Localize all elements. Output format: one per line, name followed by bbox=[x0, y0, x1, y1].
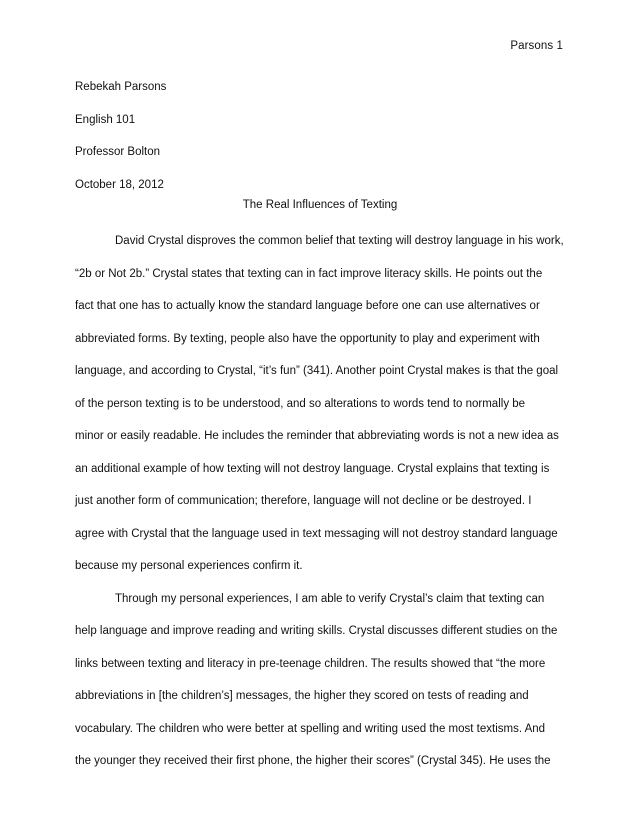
paragraph-2-line: vocabulary. The children who were better at spelling and writing used the most textisms. And bbox=[75, 722, 546, 735]
paragraph-1-line: language, and according to Crystal, “it’s fun” (341). Another point Crystal makes is that the goal bbox=[75, 365, 559, 377]
paragraph-1-line: because my personal experiences confirm it. bbox=[75, 560, 303, 572]
author-name: Rebekah Parsons bbox=[75, 81, 167, 93]
paragraph-1-line: abbreviated forms. By texting, people also have the opportunity to play and experiment with bbox=[75, 332, 540, 345]
page-header-label: Parsons 1 bbox=[510, 40, 563, 52]
paragraph-2-line: abbreviations in [the children’s] messages, the higher they scored on tests of reading and bbox=[75, 690, 529, 702]
paragraph-1-line: “2b or Not 2b.” Crystal states that texting can in fact improve literacy skills. He points out the bbox=[75, 267, 543, 280]
paragraph-1-line: agree with Crystal that the language used in text messaging will not destroy standard language bbox=[75, 527, 558, 540]
paragraph-2-line: help language and improve reading and writing skills. Crystal discusses different studies on the bbox=[75, 625, 558, 637]
course-name: English 101 bbox=[75, 113, 136, 126]
paragraph-1-line: minor or easily readable. He includes the reminder that abbreviating words is not a new idea as bbox=[75, 430, 559, 442]
mla-heading bbox=[75, 71, 565, 201]
professor-name: Professor Bolton bbox=[75, 146, 161, 158]
paragraph-1-line: of the person texting is to be understood, and so alterations to words tend to normally be bbox=[75, 397, 526, 410]
paragraph-1-line: an additional example of how texting will not destroy language. Crystal explains that texting is bbox=[75, 462, 550, 475]
paragraph-1-line: fact that one has to actually know the standard language before one can use alternatives or bbox=[75, 300, 540, 312]
paragraph-2-line: the younger they received their first phone, the higher their scores” (Crystal 345). He uses the bbox=[75, 755, 551, 767]
document-title: The Real Influences of Texting bbox=[242, 199, 398, 211]
paragraph-2-line: links between texting and literacy in pre-teenage children. The results showed that “the more bbox=[75, 657, 546, 670]
document-body bbox=[75, 225, 575, 778]
paragraph-1-line: David Crystal disproves the common belief that texting will destroy language in his work, bbox=[115, 235, 564, 247]
date-line: October 18, 2012 bbox=[75, 178, 164, 191]
paragraph-1-line: just another form of communication; therefore, language will not decline or be destroyed. I bbox=[75, 495, 532, 507]
paragraph-2-line: Through my personal experiences, I am able to verify Crystal’s claim that texting can bbox=[115, 592, 545, 605]
